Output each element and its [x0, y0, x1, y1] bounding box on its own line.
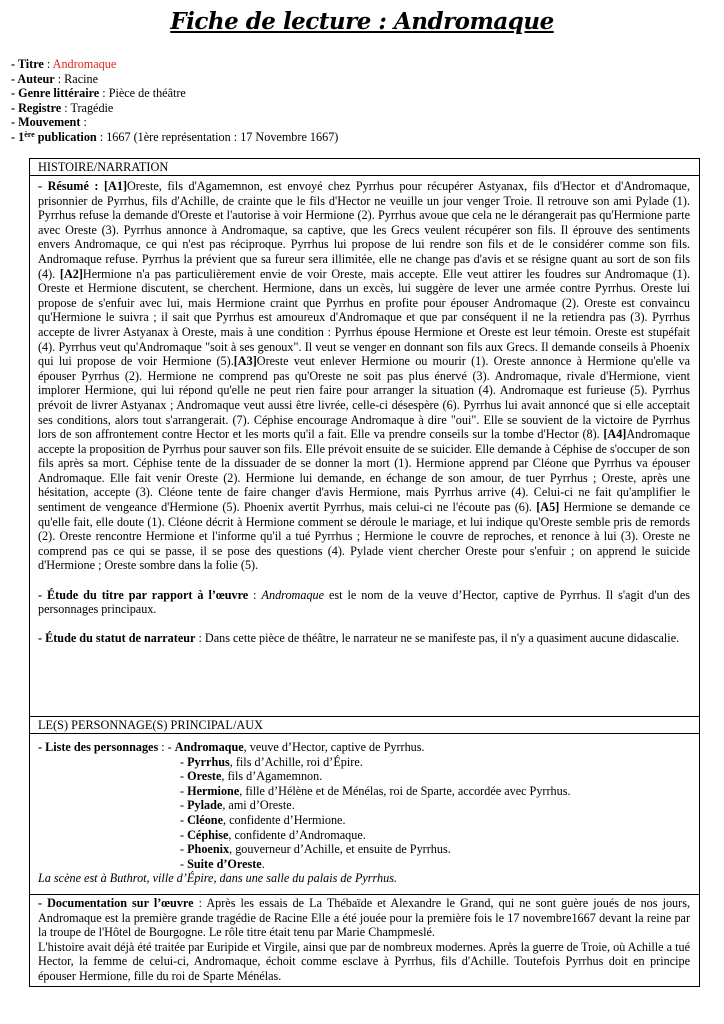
- act-2-marker: [A2]: [59, 266, 83, 281]
- etude-statut-label: - Étude du statut de narrateur: [38, 631, 196, 646]
- publication-label-post: publication: [34, 129, 97, 144]
- reading-sheet-table: [29, 158, 700, 987]
- personnages-content: [38, 740, 690, 886]
- character-description: , fille d’Hélène et de Ménélas, roi de Sparte, accordée avec Pyrrhus.: [239, 783, 571, 798]
- resume-paragraph: - Résumé : [A1]Oreste, fils d'Agamemnon, est envoyé chez Pyrrhus pour récupérer Astyanax, fils d'Hector et d'Andromaque, prisonnier de Pyrrhus, fils d'Achille, de crainte que le fils d'Hector ne veuille un jour venger Troie. Il retrouve son ami Pylade (1). Pyrrhus refuse la demande d'Oreste et l'autorise à voir Hermione (2). Pyrrhus avoue que cela ne le dérangerait pas qu'Hermione parte avec Oreste (3). Pyrrhus annonce à Andromaque, sa captive, que les Grecs veulent récupérer son fils. Il éprouve des sentiments envers Andromaque, ce qui n'est pas réciproque. Pyrrhus lui propose de lui rendre son fils et de le considérer comme son fils. Andromaque refuse. Pyrrhus la prévient que sa fureur sera illimitée, elle ne change pas d'avis et se résigne quant au sort de son fils (4). [A2]Hermione n'a pas particulièrement envie de voir Oreste, mais accepte. Elle veut attirer les foudres sur Andromaque (1). Oreste et Hermione discutent, se cherchent. Hermione, dans un excès, lui suggère de lever une armée contre Pyrrhus. Oreste lui propose de s'enfuir avec lui, mais Hermione craint que Pyrrhus en profite pour épouser Andromaque (2). Oreste est convaincu qu'Hermione le suivra ; il sait que Pyrrhus est amoureux d'Andromaque et que par conséquent il ne la retiendra pas (3). Pyrrhus accepte de livrer Astyanax à Oreste, mais à une condition : Pyrrhus épouse Hermione et Oreste est leur témoin. Oreste est stupéfait (4). Pyrrhus veut qu'Andromaque "soit à ses genoux". Il veut se venger en donnant son fils aux Grecs. Il demande conseils à Phoenix qui lui propose de voir Hermione (5).[A3]Oreste veut enlever Hermione ou mourir (1). Oreste annonce à Hermione qu'elle va épouser Pyrrhus (2). Hermione ne comprend pas qu'Oreste ne soit pas plus énervé (3). Andromaque, rivale d'Hermione, vient implorer Hermione, qui lui répond qu'elle ne peut rien faire pour arranger la situation (4). Andromaque est furieuse (5). Pyrrhus prévoit de livrer Astyanax ; Andromaque veut aussi être livrée, celle-ci désespère (6). Pyrrhus lui avait annoncé que si elle acceptait ses conditions, alors tout s'arrangerait. (7). Céphise encourage Andromaque à dire "oui". Elle se souvient de la victoire de Pyrrhus lors de son affrontement contre Hector et les morts qu'il a fait. Elle va prendre conseils sur la tombe d'Hector (8). [A4]Andromaque accepte la proposition de Pyrrhus pour sauver son fils. Elle prévoit ensuite de se suicider. Elle demande à Céphise de s'occuper de son fils après sa mort. Céphise tente de la dissuader de se donner la mort (1). Hermione apprend par Cléone que Pyrrhus va épouser Andromaque. Elle fait venir Oreste (2). Hermione lui demande, en échange de son amour, de tuer Pyrrhus ; Oreste, après une hésitation, accepte (3). Cléone tente de faire changer d'avis Hermione, mais Pyrrhus arrive (4). Celui-ci ne fait qu'amplifier le sentiment de vengeance d'Hermione (5). Phoenix avertit Pyrrhus, mais celui-ci ne l'écoute pas (6). [A5] Hermione se demande ce qu'elle fait, elle doute (1). Cléone décrit à Hermione comment se déroule le mariage, et lui indique qu'Oreste semble pris de remords (2). Oreste rencontre Hermione et l'informe qu'il a tué Pyrrhus ; Hermione le couvre de reproches, et renonce à lui (3). Oreste ne comprend pas ce qui se passe, il se pose des questions (4). Pylade vient chercher Oreste pour s'enfuir ; on apprend le suicide d'Hermione ; Oreste sombre dans la folie (5).: [38, 179, 691, 573]
- character-name: Suite d’Oreste: [187, 856, 262, 871]
- meta-titre-value: Andromaque: [52, 57, 117, 71]
- character-item: - Liste des personnages : - Andromaque, veuve d’Hector, captive de Pyrrhus.: [38, 740, 425, 754]
- resume-act-1: Oreste, fils d'Agamemnon, est envoyé chez Pyrrhus pour récupérer Astyanax, fils d'Hector et d'Andromaque, prisonnier de Pyrrhus, fils d'Achille, de crainte que le fils d'Hector ne veuille un jour venger Troie. Il retrouve son ami Pylade (1). Pyrrhus refuse la demande d'Oreste et l'autorise à voir Hermione (2). Pyrrhus avoue que cela ne le dérangerait pas qu'Hermione parte avec Oreste (3). Pyrrhus annonce à Andromaque, sa captive, que les Grecs veulent récupérer son fils. Il éprouve des sentiments envers Andromaque, ce qui n'est pas réciproque. Pyrrhus lui propose de lui rendre son fils et de le considérer comme son fils. Andromaque refuse. Pyrrhus la prévient que sa fureur sera illimitée, elle ne change pas d'avis et se résigne quant au sort de son fils (4).: [38, 179, 690, 281]
- character-name: Hermione: [187, 783, 240, 798]
- character-item: - Phoenix, gouverneur d’Achille, et ensuite de Pyrrhus.: [180, 842, 451, 857]
- act-1-marker: [A1]: [103, 179, 127, 193]
- meta-genre-value: Pièce de théâtre: [108, 86, 186, 101]
- documentation-content: [38, 896, 690, 984]
- etude-statut-text: : Dans cette pièce de théâtre, le narrateur ne se manifeste pas, il n'y a quasiment aucune didascalie.: [195, 631, 680, 646]
- meta-publication: - 1ère publication : 1667 (1ère représentation : 17 Novembre 1667): [11, 129, 339, 144]
- section-divider: [30, 894, 699, 895]
- documentation-text-1: : Après les essais de La Thébaïde et Alexandre le Grand, qui ne sont guère joués de nos jours, Andromaque est la première grande tragédie de Racine Elle a été jouée pour la première fois le 17 novembre1667 devant la reine par la troupe de l'Hôtel de Bourgogne. Le rôle titre était tenu par Marie Champmeslé.: [38, 896, 690, 940]
- meta-auteur-label: - Auteur: [11, 71, 55, 86]
- character-description: , ami d’Oreste.: [222, 798, 295, 813]
- etude-titre-paragraph: - Étude du titre par rapport à l’œuvre : Andromaque est le nom de la veuve d’Hector, captive de Pyrrhus. Il s'agit d'un des personnages principaux.: [38, 587, 690, 617]
- character-name: Andromaque: [174, 740, 244, 754]
- meta-auteur: - Auteur : Racine: [11, 71, 98, 86]
- meta-genre-label: - Genre littéraire: [11, 86, 100, 101]
- character-description: .: [261, 856, 265, 871]
- character-name: Phoenix: [187, 842, 230, 857]
- character-name: Oreste: [187, 769, 222, 784]
- liste-personnages-label: - Liste des personnages: [38, 740, 159, 754]
- character-name: Cléone: [187, 812, 223, 827]
- resume-act-2: Hermione n'a pas particulièrement envie de voir Oreste, mais accepte. Elle veut attirer les foudres sur Andromaque (1). Oreste et Hermione discutent, se cherchent. Hermione, dans un excès, lui suggère de lever une armée contre Pyrrhus. Oreste lui propose de s'enfuir avec lui, mais Hermione craint que Pyrrhus en profite pour épouser Andromaque (2). Oreste est convaincu qu'Hermione le suivra ; il sait que Pyrrhus est amoureux d'Andromaque et que par conséquent il ne la retiendra pas (3). Pyrrhus accepte de livrer Astyanax à Oreste, mais à une condition : Pyrrhus épouse Hermione et Oreste est leur témoin. Oreste est stupéfait (4). Pyrrhus veut qu'Andromaque "soit à ses genoux". Il veut se venger en donnant son fils aux Grecs. Il demande conseils à Phoenix qui lui propose de voir Hermione (5).: [38, 266, 690, 369]
- character-description: , confidente d’Hermione.: [223, 812, 346, 827]
- etude-titre-italic: Andromaque: [261, 587, 325, 602]
- meta-mouvement-label: - Mouvement: [11, 115, 81, 130]
- character-item: - Oreste, fils d’Agamemnon.: [180, 769, 323, 784]
- etude-statut-paragraph: [38, 631, 690, 646]
- character-name: Pylade: [187, 798, 223, 813]
- documentation-paragraph: [38, 896, 690, 940]
- scene-location: La scène est à Buthrot, ville d’Épire, dans une salle du palais de Pyrrhus.: [38, 871, 398, 886]
- meta-genre: - Genre littéraire : Pièce de théâtre: [11, 86, 186, 101]
- character-description: , veuve d’Hector, captive de Pyrrhus.: [243, 740, 425, 754]
- act-4-marker: [A4]: [603, 427, 627, 442]
- page-title: Fiche de lecture : Andromaque: [170, 8, 554, 35]
- meta-mouvement: - Mouvement :: [11, 115, 87, 130]
- documentation-label: - Documentation sur l’œuvre: [38, 896, 194, 910]
- act-3-marker: [A3]: [233, 354, 257, 369]
- character-item: - Hermione, fille d’Hélène et de Ménélas, roi de Sparte, accordée avec Pyrrhus.: [180, 783, 571, 798]
- meta-publication-label: [11, 130, 97, 144]
- meta-auteur-value: Racine: [64, 71, 98, 86]
- meta-registre-value: Tragédie: [70, 100, 114, 115]
- character-name: Céphise: [187, 827, 229, 842]
- section-head-histoire: HISTOIRE/NARRATION: [30, 158, 699, 176]
- character-item: - Suite d’Oreste.: [180, 856, 265, 871]
- character-description: , confidente d’Andromaque.: [228, 827, 366, 842]
- documentation-paragraph-2: L'histoire avait déjà été traitée par Euripide et Virgile, ainsi que par de nombreux modernes. Après la guerre de Troie, où Achille a tué Hector, la femme de celui-ci, Andromaque, échoit comme esclave à Pyrrhus, fils d'Achille. Toutefois Pyrrhus doit en principe épouser Hermione, fille du roi de Sparte Ménélas.: [38, 939, 690, 983]
- meta-publication-value: 1667 (1ère représentation : 17 Novembre 1667): [106, 129, 339, 144]
- publication-label-pre: - 1: [11, 129, 25, 144]
- meta-titre-label: - Titre: [11, 57, 44, 71]
- meta-registre: - Registre : Tragédie: [11, 100, 114, 115]
- metadata-list: [11, 57, 338, 145]
- resume-act-3: Oreste veut enlever Hermione ou mourir (1). Oreste annonce à Hermione qu'elle va épouser Pyrrhus (2). Hermione ne comprend pas qu'Oreste ne soit pas plus énervé (3). Andromaque, rivale d'Hermione, vient implorer Hermione, qui lui répond qu'elle ne peut rien faire pour arranger la situation (4). Andromaque est furieuse (5). Pyrrhus prévoit de livrer Astyanax ; Andromaque veut aussi être livrée, celle-ci désespère (6). Pyrrhus lui avait annoncé que si elle acceptait ses conditions, alors tout s'arrangerait. (7). Céphise encourage Andromaque à dire "oui". Elle se souvient de la victoire de Pyrrhus lors de son affrontement contre Hector et les morts qu'il a fait. Elle va prendre conseils sur la tombe d'Hector (8).: [38, 354, 690, 442]
- resume-act-5: Hermione se demande ce qu'elle fait, elle doute (1). Cléone décrit à Hermione comment se déroule le mariage, et lui indique qu'Oreste semble pris de remords (2). Oreste rencontre Hermione et l'informe qu'il a tué Pyrrhus ; Hermione le couvre de reproches, et renonce à lui (3). Oreste ne comprend pas ce qui se passe, il se pose des questions (4). Pylade vient chercher Oreste pour s'enfuir ; on apprend le suicide d'Hermione ; Oreste sombre dans la folie (5).: [38, 500, 690, 573]
- etude-titre-label: - Étude du titre par rapport à l’œuvre: [38, 587, 249, 602]
- characters-list: [38, 740, 690, 871]
- section-head-personnages: LE(S) PERSONNAGE(S) PRINCIPAL/AUX: [30, 716, 699, 734]
- resume-label: - Résumé: [38, 179, 89, 193]
- resume-act-4: Andromaque accepte la proposition de Pyrrhus pour sauver son fils. Elle prévoit ensuite de se suicider. Elle demande à Céphise de s'occuper de son fils après sa mort. Céphise tente de la dissuader de se donner la mort (1). Hermione apprend par Cléone que Pyrrhus va épouser Andromaque. Elle fait venir Oreste (2). Hermione lui demande, en échange de son amour, de tuer Pyrrhus ; Oreste, après une hésitation, accepte (3). Cléone tente de faire changer d'avis Hermione, mais Pyrrhus arrive (4). Celui-ci ne fait qu'amplifier le sentiment de vengeance d'Hermione (5). Phoenix avertit Pyrrhus, mais celui-ci ne l'écoute pas (6).: [38, 427, 691, 515]
- character-description: , fils d’Achille, roi d’Épire.: [229, 754, 363, 769]
- character-description: , fils d’Agamemnon.: [221, 769, 323, 784]
- act-5-marker: [A5]: [536, 500, 560, 515]
- character-description: , gouverneur d’Achille, et ensuite de Pyrrhus.: [229, 842, 451, 857]
- character-item: - Pyrrhus, fils d’Achille, roi d’Épire.: [180, 754, 363, 769]
- character-item: - Céphise, confidente d’Andromaque.: [180, 827, 366, 842]
- meta-registre-label: - Registre: [11, 100, 62, 115]
- publication-label-sup: ère: [24, 129, 35, 139]
- histoire-content: [38, 179, 690, 646]
- meta-titre: - Titre : Andromaque: [11, 57, 117, 71]
- etude-titre-text: est le nom de la veuve d’Hector, captive de Pyrrhus. Il s'agit d'un des personnages principaux.: [38, 587, 690, 617]
- character-item: - Cléone, confidente d’Hermione.: [180, 812, 346, 827]
- character-item: - Pylade, ami d’Oreste.: [180, 798, 295, 813]
- character-name: Pyrrhus: [187, 754, 230, 769]
